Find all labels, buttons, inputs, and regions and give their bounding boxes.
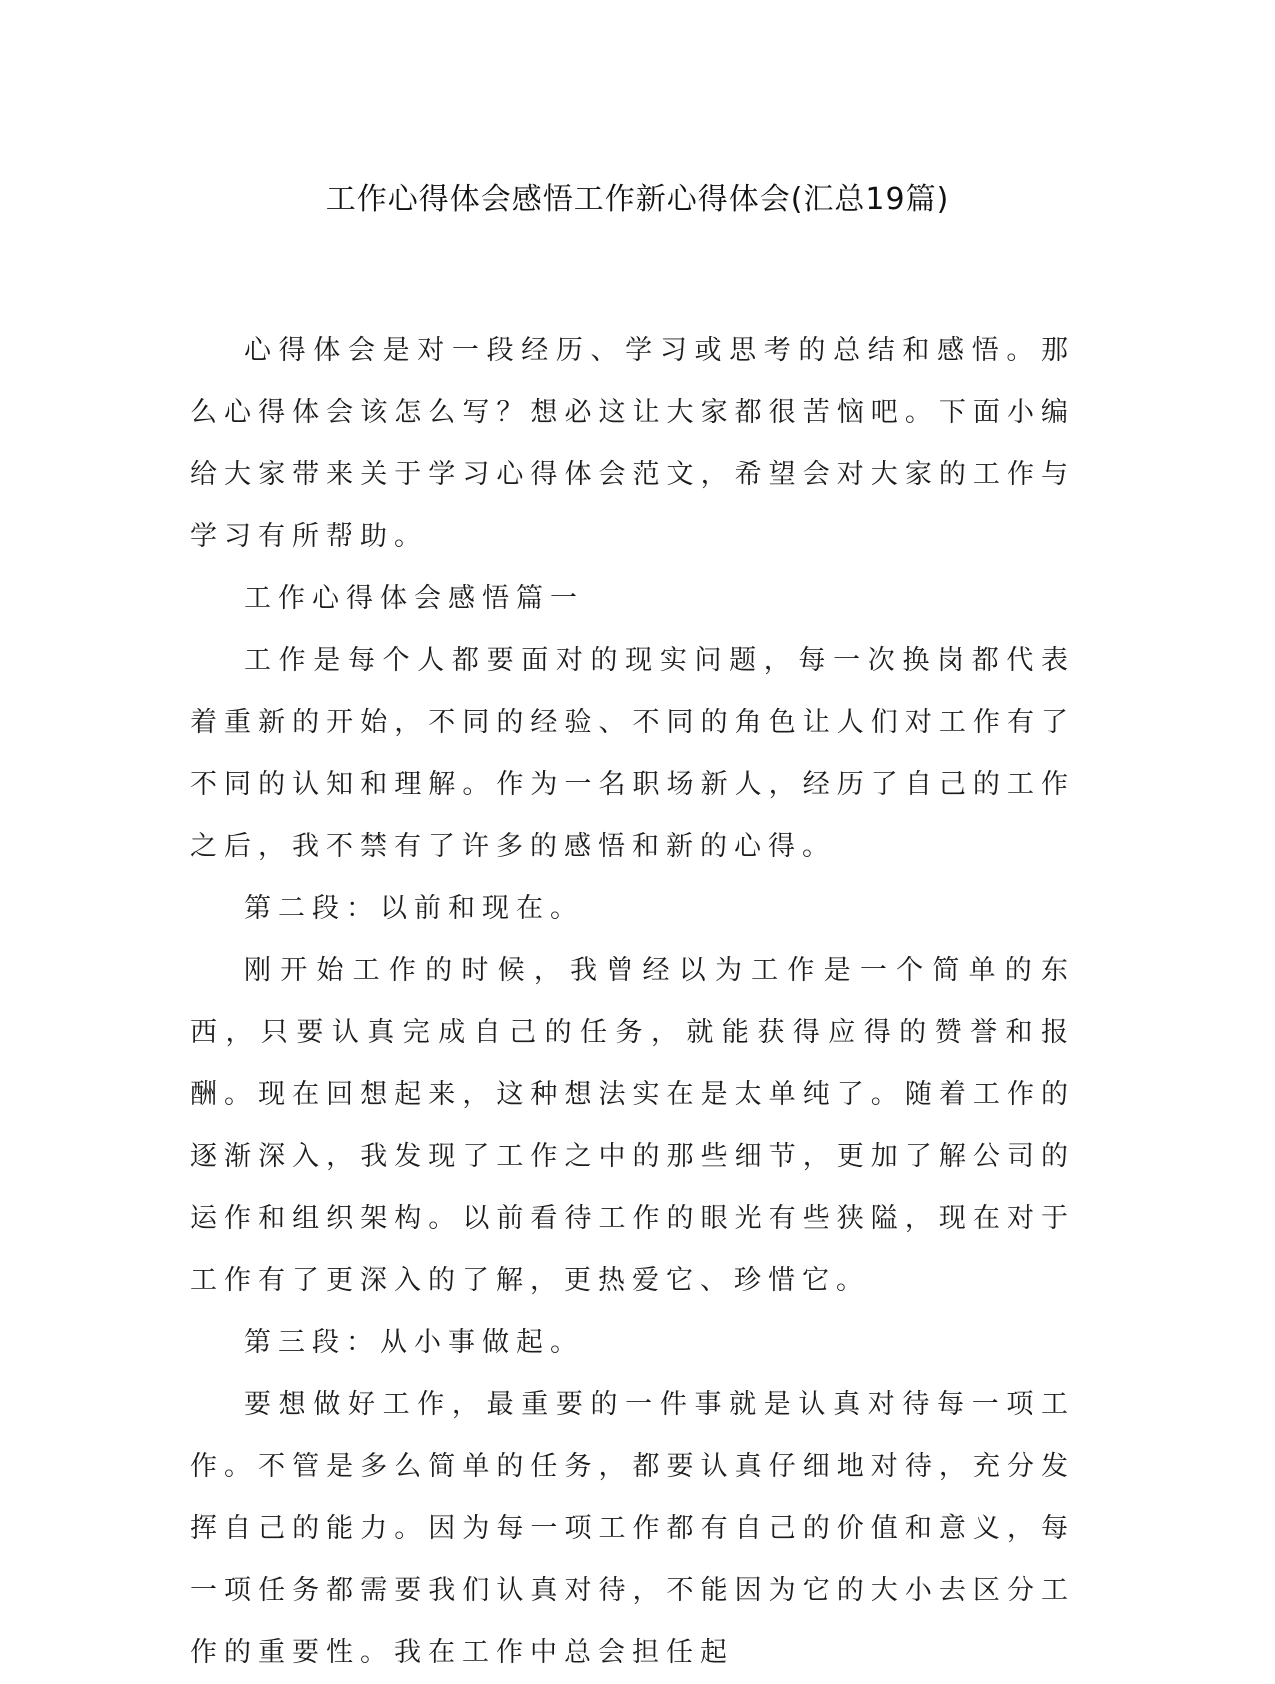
section-heading-part-three: 第三段：从小事做起。 [244, 1327, 584, 1358]
body-paragraph: 工作是每个人都要面对的现实问题，每一次换岗都代表着重新的开始，不同的经验、不同的角色让人们对工作有了不同的认知和理解。作为一名职场新人，经历了自己的工作之后，我不禁有了许多的感悟和新的心得。 [190, 645, 1075, 862]
section-heading-part-two: 第二段：以前和现在。 [244, 893, 584, 924]
section-heading-part-one: 工作心得体会感悟篇一 [244, 583, 584, 614]
body-paragraph: 刚开始工作的时候，我曾经以为工作是一个简单的东西，只要认真完成自己的任务，就能获得应得的赞誉和报酬。现在回想起来，这种想法实在是太单纯了。随着工作的逐渐深入，我发现了工作之中的那些细节，更加了解公司的运作和组织架构。以前看待工作的眼光有些狭隘，现在对于工作有了更深入的了解，更热爱它、珍惜它。 [190, 955, 1075, 1296]
intro-paragraph: 心得体会是对一段经历、学习或思考的总结和感悟。那么心得体会该怎么写？想必这让大家都很苦恼吧。下面小编给大家带来关于学习心得体会范文，希望会对大家的工作与学习有所帮助。 [190, 335, 1075, 552]
document-title: 工作心得体会感悟工作新心得体会(汇总19篇) [325, 182, 950, 217]
body-paragraph: 要想做好工作，最重要的一件事就是认真对待每一项工作。不管是多么简单的任务，都要认真仔细地对待，充分发挥自己的能力。因为每一项工作都有自己的价值和意义，每一项任务都需要我们认真对待，不能因为它的大小去区分工作的重要性。我在工作中总会担任起 [190, 1389, 1075, 1668]
document-body [190, 320, 1075, 1684]
